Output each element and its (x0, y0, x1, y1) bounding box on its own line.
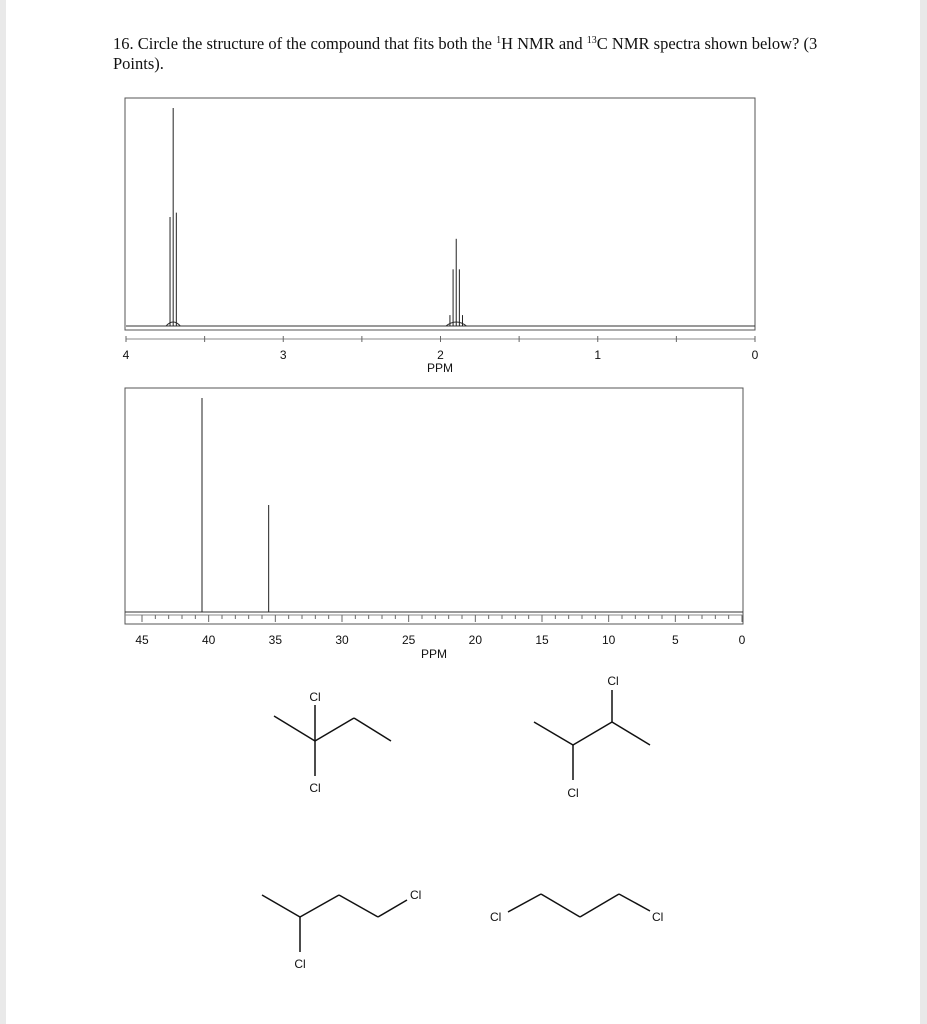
structure-d-left-cl: Cl (490, 910, 502, 924)
structure-b-top-cl: Cl (607, 674, 619, 688)
structure-d-right-cl: Cl (652, 910, 664, 924)
c-nmr-tick-label: 45 (135, 633, 149, 647)
c-nmr-tick-label: 10 (601, 633, 616, 647)
c-nmr-tick-label: 0 (738, 633, 746, 647)
structure-c[interactable] (262, 895, 407, 952)
c-nmr-tick-label: 40 (201, 633, 216, 647)
h-nmr-tick-label: 2 (437, 348, 444, 362)
h-nmr-tick-label: 4 (122, 348, 130, 362)
h-nmr-label: H NMR and (501, 34, 583, 53)
structure-a[interactable] (274, 705, 391, 776)
structure-d[interactable] (508, 894, 650, 917)
structure-c-end-cl: Cl (410, 888, 422, 902)
question-number: 16. (113, 34, 134, 53)
c-nmr-tick-label: 15 (535, 633, 549, 647)
structure-c-bottom-cl: Cl (294, 957, 306, 971)
structure-a-bottom-cl: Cl (309, 781, 321, 795)
h-nmr-tick-label: 3 (279, 348, 287, 362)
h-nmr-xlabel: PPM (426, 361, 454, 375)
c-nmr-xlabel: PPM (420, 647, 448, 661)
c-nmr-tick-label: 20 (468, 633, 483, 647)
structure-a-top-cl: Cl (309, 690, 321, 704)
structure-b[interactable] (534, 690, 650, 780)
question-prompt-start: Circle the structure of the compound that fits both the (137, 34, 492, 53)
c-nmr-tick-label: 30 (335, 633, 349, 647)
c-nmr-tick-label: 5 (671, 633, 679, 647)
c-nmr-tick-label: 25 (401, 633, 416, 647)
h-nmr-tick-label: 1 (594, 348, 602, 362)
c-nmr-tick-label: 35 (268, 633, 283, 647)
c-superscript: 13 (586, 35, 597, 46)
c-nmr-label: C NMR spectra shown below? (3 Points). (113, 34, 818, 73)
h-superscript: 1 (496, 35, 502, 46)
h-nmr-tick-label: 0 (751, 348, 759, 362)
structure-b-bottom-cl: Cl (567, 786, 579, 800)
